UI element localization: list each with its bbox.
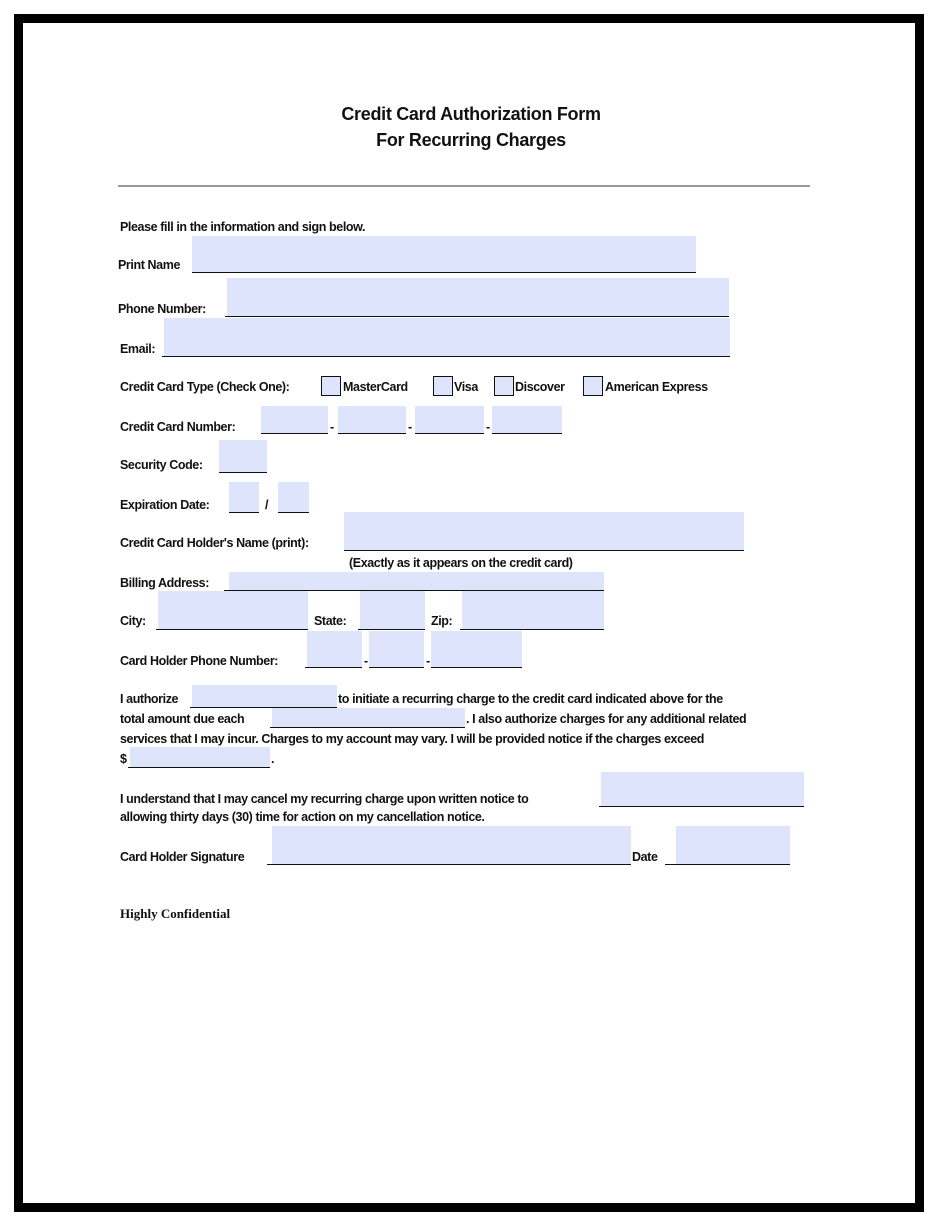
signature-label: Card Holder Signature [120,850,245,864]
state-underline [358,629,425,630]
holder-phone-part-1[interactable] [307,631,362,667]
card-number-part-1[interactable] [261,406,328,433]
form-title: Credit Card Authorization Form [341,104,601,124]
holder-phone-underline-3 [431,667,522,668]
security-code-label: Security Code: [120,458,203,472]
cancel-notice-recipient-field[interactable] [601,772,804,806]
holder-name-note: (Exactly as it appears on the credit card) [349,556,573,570]
zip-field[interactable] [462,591,604,629]
signature-field[interactable] [272,826,631,864]
mastercard-checkbox[interactable] [321,376,341,396]
cancel-text-a: I understand that I may cancel my recurring charge upon written notice to [120,792,529,806]
email-label: Email: [120,342,156,356]
mastercard-label: MasterCard [343,380,408,394]
expiration-year-underline [278,512,309,513]
billing-period-field[interactable] [272,708,465,727]
date-label: Date [632,850,658,864]
date-underline [665,864,790,865]
form-subtitle: For Recurring Charges [376,130,566,150]
city-underline [156,629,308,630]
state-label: State: [314,614,347,628]
american-express-label: American Express [605,380,708,394]
billing-address-field[interactable] [229,572,604,590]
discover-label: Discover [515,380,565,394]
state-field[interactable] [360,591,425,629]
expiration-separator: / [265,498,269,512]
holder-name-field[interactable] [344,512,744,550]
cancel-text-b: allowing thirty days (30) time for action on my cancellation notice. [120,810,485,824]
card-number-part-2[interactable] [338,406,406,433]
phone-number-label: Phone Number: [118,302,206,316]
phone-number-underline [225,316,729,317]
card-number-dash-2: - [408,420,412,434]
email-underline [162,356,730,357]
holder-phone-part-3[interactable] [431,631,522,667]
holder-phone-dash-1: - [364,654,368,668]
holder-name-underline [344,550,744,551]
billing-address-label: Billing Address: [120,576,209,590]
merchant-name-field[interactable] [192,685,337,707]
charge-limit-underline [128,767,270,768]
authorize-text-c: total amount due each [120,712,245,726]
card-type-label: Credit Card Type (Check One): [120,380,290,394]
expiration-date-label: Expiration Date: [120,498,210,512]
card-number-part-4[interactable] [492,406,562,433]
authorize-text-d: . I also authorize charges for any additional related [466,712,747,726]
authorize-text-a: I authorize [120,692,179,706]
holder-phone-dash-2: - [426,654,430,668]
holder-name-label: Credit Card Holder's Name (print): [120,536,309,550]
holder-phone-underline-2 [369,667,424,668]
card-number-part-3[interactable] [415,406,484,433]
holder-phone-part-2[interactable] [369,631,424,667]
signature-underline [267,864,631,865]
authorize-text-g: . [271,752,275,766]
date-field[interactable] [676,826,790,864]
instructions-text: Please fill in the information and sign below. [120,220,366,234]
print-name-underline [192,272,696,273]
cancel-notice-underline [599,806,804,807]
confidential-footer: Highly Confidential [120,906,231,921]
authorize-text-b: to initiate a recurring charge to the credit card indicated above for the [338,692,723,706]
phone-number-field[interactable] [227,278,729,316]
city-field[interactable] [158,591,308,629]
card-number-underline-2 [338,433,406,434]
city-label: City: [120,614,146,628]
card-number-underline-1 [261,433,328,434]
visa-label: Visa [454,380,478,394]
authorize-text-e: services that I may incur. Charges to my account may vary. I will be provided notice if the charges exceed [120,732,704,746]
zip-label: Zip: [431,614,453,628]
security-code-field[interactable] [219,440,267,472]
charge-limit-field[interactable] [130,747,270,767]
print-name-field[interactable] [192,236,696,272]
expiration-month-field[interactable] [229,482,259,512]
zip-underline [460,629,604,630]
american-express-checkbox[interactable] [583,376,603,396]
card-number-underline-3 [415,433,484,434]
card-number-dash-1: - [330,420,334,434]
print-name-label: Print Name [118,258,180,272]
card-number-label: Credit Card Number: [120,420,236,434]
expiration-month-underline [229,512,259,513]
card-number-underline-4 [492,433,562,434]
security-code-underline [219,472,267,473]
expiration-year-field[interactable] [278,482,309,512]
title-divider [118,185,810,187]
visa-checkbox[interactable] [433,376,453,396]
billing-period-underline [270,727,465,728]
holder-phone-label: Card Holder Phone Number: [120,654,279,668]
dollar-sign: $ [120,752,127,766]
email-field[interactable] [164,318,730,356]
holder-phone-underline-1 [305,667,362,668]
discover-checkbox[interactable] [494,376,514,396]
card-number-dash-3: - [486,420,490,434]
